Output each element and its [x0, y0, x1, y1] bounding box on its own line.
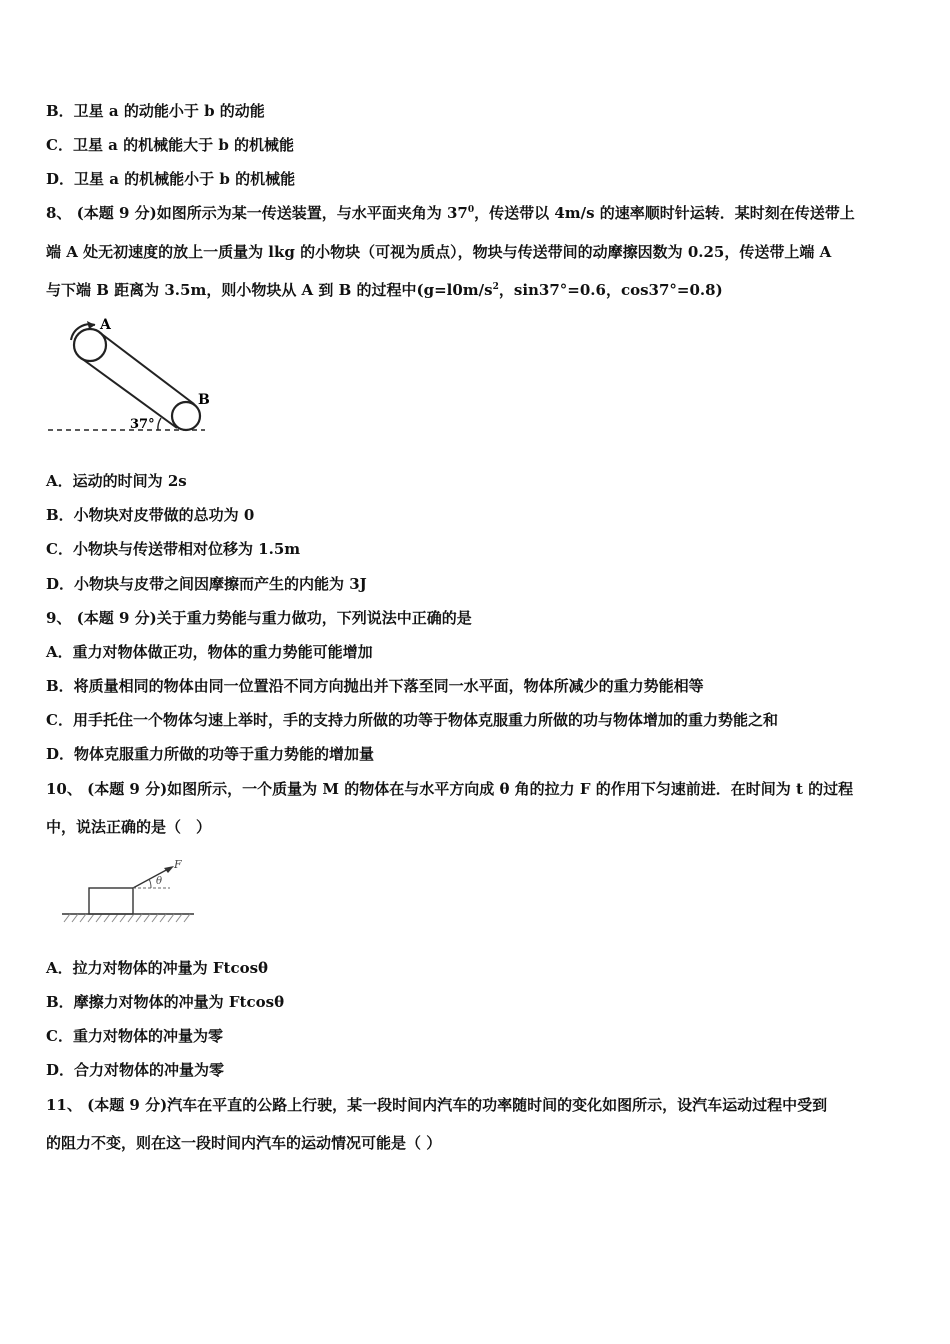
pulley-b — [172, 402, 200, 430]
floor-hatching — [64, 914, 190, 922]
q8-option-a: A．运动的时间为 2s — [46, 472, 187, 490]
belt-lower — [81, 358, 177, 428]
q8-stem-text-3a: 与下端 B 距离为 3.5m，则小物块从 A 到 B 的过程中(g=l0m/s — [46, 281, 493, 299]
q9-option-a: A．重力对物体做正功，物体的重力势能可能增加 — [46, 643, 373, 661]
theta-arc — [149, 879, 151, 888]
q8-stem-line-1 — [46, 203, 906, 223]
q11-stem-line-1: 11、 (本题 9 分)汽车在平直的公路上行驶，某一段时间内汽车的功率随时间的变化如图所示，设汽车运动过程中受到 — [46, 1096, 828, 1114]
q7-option-c: C．卫星 a 的机械能大于 b 的机械能 — [46, 136, 295, 154]
q8-stem-line-2: 端 A 处无初速度的放上一质量为 lkg 的小物块（可视为质点），物块与传送带间的动摩擦因数为 0.25，传送带上端 A — [46, 243, 832, 261]
q8-stem-text-3b: ，sin37°=0.6，cos37°=0.8) — [498, 281, 723, 299]
force-arrow-shaft — [133, 868, 170, 888]
q7-option-b: B．卫星 a 的动能小于 b 的动能 — [46, 102, 265, 120]
q9-option-b: B．将质量相同的物体由同一位置沿不同方向抛出并下落至同一水平面，物体所减少的重力势能相等 — [46, 677, 704, 695]
q10-option-c: C．重力对物体的冲量为零 — [46, 1027, 223, 1045]
label-angle: 37° — [130, 417, 155, 432]
belt-upper — [99, 332, 194, 404]
label-b: B — [198, 392, 210, 408]
label-a: A — [100, 317, 111, 333]
q8-exponent-sup: 2 — [492, 282, 499, 292]
q10-stem-line-2: 中，说法正确的是（ ） — [46, 818, 212, 836]
q9-stem: 9、 (本题 9 分)关于重力势能与重力做功，下列说法中正确的是 — [46, 609, 472, 627]
q8-option-b: B．小物块对皮带做的总功为 0 — [46, 506, 255, 524]
q9-option-c: C．用手托住一个物体匀速上举时，手的支持力所做的功等于物体克服重力所做的功与物体增加的重力势能之和 — [46, 711, 778, 729]
q10-option-b: B．摩擦力对物体的冲量为 Ftcosθ — [46, 993, 285, 1011]
q10-stem-line-1: 10、 (本题 9 分)如图所示，一个质量为 M 的物体在与水平方向成 θ 角的拉力 F 的作用下匀速前进．在时间为 t 的过程 — [46, 780, 854, 798]
q8-stem-text-1b: ，传送带以 4m/s 的速率顺时针运转．某时刻在传送带上 — [474, 204, 855, 222]
label-f: F — [174, 858, 182, 871]
q11-stem-line-2: 的阻力不变，则在这一段时间内汽车的运动情况可能是（ ） — [46, 1134, 442, 1152]
q9-option-d: D．物体克服重力所做的功等于重力势能的增加量 — [46, 745, 375, 763]
block-force-figure — [58, 856, 198, 928]
block-m — [89, 888, 133, 914]
q10-option-a: A．拉力对物体的冲量为 Ftcosθ — [46, 959, 269, 977]
conveyor-belt-figure — [40, 312, 220, 442]
q8-degree-sup: 0 — [467, 205, 475, 215]
label-theta: θ — [156, 876, 163, 887]
angle-arc — [158, 418, 161, 430]
q10-option-d: D．合力对物体的冲量为零 — [46, 1061, 225, 1079]
q7-option-d: D．卫星 a 的机械能小于 b 的机械能 — [46, 170, 296, 188]
q8-stem-line-3 — [46, 280, 906, 300]
q8-stem-text-1: 8、 (本题 9 分)如图所示为某一传送装置，与水平面夹角为 37 — [46, 204, 468, 222]
force-arrow-head — [164, 866, 174, 873]
q8-option-d: D．小物块与皮带之间因摩擦而产生的内能为 3J — [46, 575, 367, 593]
q8-option-c: C．小物块与传送带相对位移为 1.5m — [46, 540, 301, 558]
rotation-arrow-head — [87, 321, 95, 329]
